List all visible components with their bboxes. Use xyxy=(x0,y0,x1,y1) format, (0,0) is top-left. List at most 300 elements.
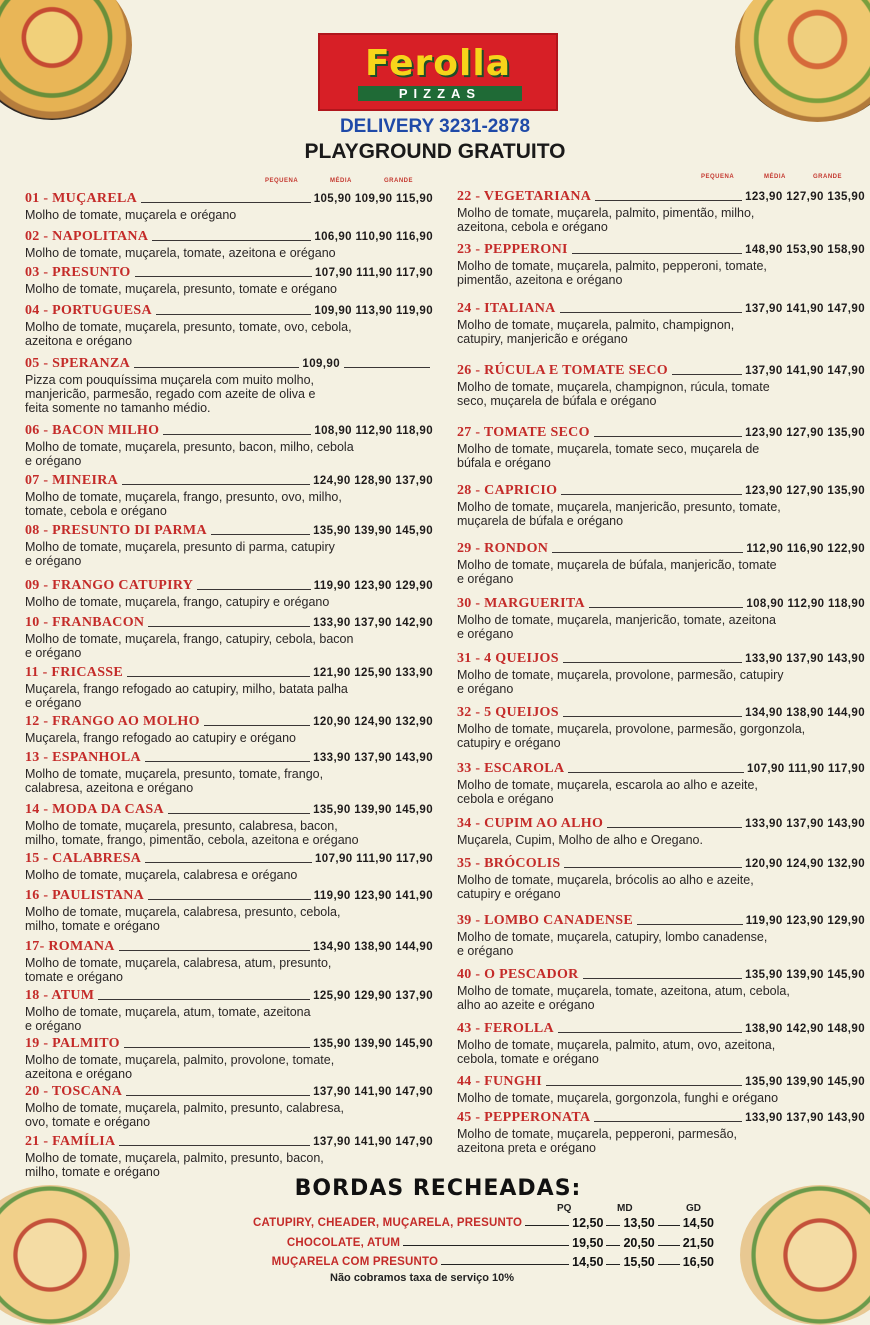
size-header-small-left: PEQUENA xyxy=(265,178,299,184)
borda-row xyxy=(150,1234,720,1250)
menu-item xyxy=(457,482,865,528)
pizza-description xyxy=(457,983,865,1012)
description-line: Molho de tomate, muçarela, tomate, azeitona, atum, cebola, xyxy=(457,984,790,998)
pizza-description xyxy=(25,730,433,745)
size-header-medium-right: MÉDIA xyxy=(764,174,786,180)
logo-sub-text: PIZZAS xyxy=(398,86,482,101)
pizza-prices: 123,90 127,90 135,90 xyxy=(745,191,865,203)
description-line: e orégano xyxy=(25,454,82,468)
pizza-name: 28 - CAPRICIO xyxy=(457,483,558,498)
pizza-photo-bottom-right xyxy=(740,1185,870,1325)
pizza-name: 12 - FRANGO AO MOLHO xyxy=(25,714,200,729)
description-line: catupiry e orégano xyxy=(457,887,561,901)
menu-item xyxy=(457,300,865,346)
menu-item xyxy=(25,614,433,660)
description-line: Molho de tomate, muçarela, frango, catupiry e orégano xyxy=(25,595,330,609)
borda-price-md: 20,50 xyxy=(623,1236,655,1250)
pizza-prices: 133,90 137,90 143,90 xyxy=(745,653,865,665)
description-line: manjericão, parmesão, regado com azeite de oliva e xyxy=(25,387,316,401)
menu-item xyxy=(25,422,433,468)
menu-item xyxy=(457,595,865,641)
menu-item xyxy=(25,228,433,260)
price-leader-line xyxy=(558,1032,742,1033)
price-leader-line xyxy=(145,761,310,762)
description-line: Molho de tomate, muçarela, gorgonzola, funghi e orégano xyxy=(457,1091,779,1105)
description-line: Molho de tomate, muçarela, frango, catupiry, cebola, bacon xyxy=(25,632,354,646)
pizza-description xyxy=(457,258,865,287)
description-line: azeitona e orégano xyxy=(25,1067,133,1081)
borda-name: MUÇARELA COM PRESUNTO xyxy=(271,1256,439,1268)
description-line: Molho de tomate, muçarela, manjericão, tomate, azeitona xyxy=(457,613,776,627)
price-leader-line xyxy=(561,494,742,495)
pizza-prices: 106,90 110,90 116,90 xyxy=(314,231,433,243)
description-line: Molho de tomate, muçarela, provolone, parmesão, gorgonzola, xyxy=(457,722,806,736)
price-leader-line xyxy=(607,827,742,828)
pizza-prices: 137,90 141,90 147,90 xyxy=(745,303,865,315)
menu-item-row xyxy=(25,801,433,818)
description-line: azeitona, cebola e orégano xyxy=(457,220,608,234)
pizza-name: 20 - TOSCANA xyxy=(25,1084,123,1099)
menu-item-row xyxy=(457,188,865,205)
description-line: milho, tomate e orégano xyxy=(25,919,160,933)
pizza-name: 14 - MODA DA CASA xyxy=(25,802,164,817)
pizza-prices: 108,90 112,90 118,90 xyxy=(314,425,433,437)
pizza-prices: 133,90 137,90 143,90 xyxy=(313,752,433,764)
price-leader-line xyxy=(583,978,743,979)
pizza-prices: 137,90 141,90 147,90 xyxy=(313,1086,433,1098)
menu-item xyxy=(457,241,865,287)
price-leader-line xyxy=(145,862,312,863)
menu-item-row xyxy=(25,749,433,766)
pizza-name: 13 - ESPANHOLA xyxy=(25,750,141,765)
price-leader-line xyxy=(595,200,742,201)
menu-item xyxy=(457,540,865,586)
price-leader-line xyxy=(563,716,742,717)
menu-item xyxy=(457,912,865,958)
menu-item xyxy=(457,362,865,408)
description-line: muçarela de búfala e orégano xyxy=(457,514,624,528)
menu-item-row xyxy=(457,241,865,258)
pizza-prices: 133,90 137,90 142,90 xyxy=(313,617,433,629)
menu-item xyxy=(25,749,433,795)
pizza-name: 02 - NAPOLITANA xyxy=(25,229,149,244)
description-line: Molho de tomate, muçarela, tomate, azeitona e orégano xyxy=(25,246,336,260)
service-fee-note: Não cobramos taxa de serviço 10% xyxy=(330,1272,515,1284)
pizza-name: 44 - FUNGHI xyxy=(457,1074,542,1089)
borda-price-gd: 16,50 xyxy=(682,1255,714,1269)
price-leader-line xyxy=(672,374,742,375)
description-line: tomate e orégano xyxy=(25,970,123,984)
pizza-name: 19 - PALMITO xyxy=(25,1036,120,1051)
menu-item-row xyxy=(457,704,865,721)
pizza-description xyxy=(25,319,433,348)
borda-leader-line xyxy=(403,1245,569,1246)
size-header-medium-left: MÉDIA xyxy=(330,178,352,184)
price-leader-line xyxy=(163,434,311,435)
description-line: e orégano xyxy=(25,696,82,710)
description-line: Molho de tomate, muçarela, tomate seco, muçarela de xyxy=(457,442,760,456)
menu-item xyxy=(457,188,865,234)
price-leader-line xyxy=(98,999,310,1000)
description-line: catupiry, manjericão e orégano xyxy=(457,332,628,346)
menu-item-row xyxy=(457,1073,865,1090)
menu-item xyxy=(25,472,433,518)
description-line: milho, tomate, frango, pimentão, cebola, azeitona e orégano xyxy=(25,833,359,847)
borda-row xyxy=(150,1253,720,1269)
price-leader-line xyxy=(589,607,743,608)
menu-item-row xyxy=(457,1020,865,1037)
description-line: Molho de tomate, muçarela de búfala, manjericão, tomate xyxy=(457,558,777,572)
description-line: Molho de tomate, muçarela, presunto, calabresa, bacon, xyxy=(25,819,338,833)
menu-item xyxy=(457,1020,865,1066)
pizza-prices: 124,90 128,90 137,90 xyxy=(313,475,433,487)
menu-item-row xyxy=(25,472,433,489)
borda-price-md: 15,50 xyxy=(623,1255,655,1269)
description-line: Molho de tomate, muçarela, manjericão, presunto, tomate, xyxy=(457,500,781,514)
pizza-description xyxy=(457,721,865,750)
pizza-prices: 107,90 111,90 117,90 xyxy=(314,853,433,865)
description-line: Molho de tomate, muçarela, presunto, bacon, milho, cebola xyxy=(25,440,354,454)
pizza-prices: 105,90 109,90 115,90 xyxy=(313,193,433,205)
size-header-small-right: PEQUENA xyxy=(701,174,735,180)
description-line: e orégano xyxy=(457,627,514,641)
menu-item-row xyxy=(457,482,865,499)
pizza-name: 10 - FRANBACON xyxy=(25,615,145,630)
menu-item xyxy=(457,966,865,1012)
pizza-name: 06 - BACON MILHO xyxy=(25,423,160,438)
menu-item xyxy=(25,355,433,415)
pizza-description xyxy=(457,777,865,806)
pizza-prices: 120,90 124,90 132,90 xyxy=(745,858,865,870)
pizza-name: 31 - 4 QUEIJOS xyxy=(457,651,559,666)
price-leader-line xyxy=(148,899,311,900)
menu-item xyxy=(25,522,433,568)
ferolla-logo xyxy=(318,33,558,111)
pizza-prices: 134,90 138,90 144,90 xyxy=(745,707,865,719)
playground-banner: PLAYGROUND GRATUITO xyxy=(304,140,566,163)
description-line: Molho de tomate, muçarela, presunto, tomate, frango, xyxy=(25,767,324,781)
borda-leader-line xyxy=(606,1264,620,1265)
description-line: e orégano xyxy=(457,682,514,696)
description-line: Molho de tomate, muçarela, presunto di parma, catupiry xyxy=(25,540,335,554)
pizza-name: 33 - ESCAROLA xyxy=(457,761,565,776)
description-line: Muçarela, Cupim, Molho de alho e Oregano. xyxy=(457,833,703,847)
description-line: milho, tomate e orégano xyxy=(25,1165,160,1179)
pizza-name: 27 - TOMATE SECO xyxy=(457,425,590,440)
price-leader-line xyxy=(211,534,310,535)
borda-leader-line xyxy=(658,1264,680,1265)
description-line: seco, muçarela de búfala e orégano xyxy=(457,394,657,408)
borda-price-md: 13,50 xyxy=(623,1216,655,1230)
description-line: pimentão, azeitona e orégano xyxy=(457,273,623,287)
pizza-description xyxy=(457,441,865,470)
pizza-prices: 123,90 127,90 135,90 xyxy=(745,485,865,497)
pizza-description xyxy=(25,818,433,847)
pizza-prices: 109,90 113,90 119,90 xyxy=(314,305,433,317)
pizza-description xyxy=(25,955,433,984)
price-leader-line xyxy=(168,813,310,814)
price-leader-line xyxy=(637,924,743,925)
price-leader-line xyxy=(572,253,742,254)
pizza-photo-top-right xyxy=(735,0,870,122)
pizza-description xyxy=(25,766,433,795)
price-leader-line xyxy=(552,552,743,553)
price-leader-line xyxy=(560,312,743,313)
pizza-photo-bottom-left xyxy=(0,1185,130,1325)
menu-item-row xyxy=(457,595,865,612)
price-leader-line xyxy=(594,1121,742,1122)
pizza-name: 08 - PRESUNTO DI PARMA xyxy=(25,523,207,538)
menu-item-row xyxy=(25,522,433,539)
borda-name: CHOCOLATE, ATUM xyxy=(286,1237,401,1249)
menu-item-row xyxy=(25,422,433,439)
logo-sub-bar xyxy=(358,86,522,101)
description-line: e orégano xyxy=(457,944,514,958)
pizza-prices: 112,90 116,90 122,90 xyxy=(746,543,865,555)
borda-leader-line xyxy=(606,1245,620,1246)
borda-leader-line xyxy=(525,1225,569,1226)
price-leader-line xyxy=(119,950,310,951)
pizza-description xyxy=(457,667,865,696)
pizza-prices: 135,90 139,90 145,90 xyxy=(313,1038,433,1050)
description-line: Molho de tomate, muçarela, presunto, tomate, ovo, cebola, xyxy=(25,320,352,334)
menu-item-row xyxy=(25,264,433,281)
pizza-name: 24 - ITALIANA xyxy=(457,301,556,316)
menu-item-row xyxy=(457,912,865,929)
pizza-prices: 109,90 xyxy=(302,358,340,370)
pizza-name: 40 - O PESCADOR xyxy=(457,967,579,982)
menu-item-row xyxy=(25,302,433,319)
menu-item xyxy=(25,938,433,984)
pizza-prices: 125,90 129,90 137,90 xyxy=(313,990,433,1002)
pizza-name: 39 - LOMBO CANADENSE xyxy=(457,913,633,928)
description-line: Molho de tomate, muçarela, palmito, pimentão, milho, xyxy=(457,206,755,220)
menu-item xyxy=(457,1109,865,1155)
price-leader-line xyxy=(119,1145,310,1146)
menu-item-row xyxy=(457,1109,865,1126)
pizza-name: 16 - PAULISTANA xyxy=(25,888,145,903)
pizza-description xyxy=(457,832,865,847)
pizza-description xyxy=(457,1126,865,1155)
pizza-name: 30 - MARGUERITA xyxy=(457,596,585,611)
pizza-prices: 120,90 124,90 132,90 xyxy=(313,716,433,728)
menu-item-row xyxy=(457,362,865,379)
menu-item-row xyxy=(457,966,865,983)
description-line: Molho de tomate, muçarela, palmito, presunto, calabresa, xyxy=(25,1101,344,1115)
pizza-prices: 121,90 125,90 133,90 xyxy=(313,667,433,679)
description-line: e orégano xyxy=(25,1019,82,1033)
pizza-prices: 148,90 153,90 158,90 xyxy=(745,244,865,256)
pizza-description xyxy=(457,557,865,586)
description-line: calabresa, azeitona e orégano xyxy=(25,781,194,795)
delivery-phone: DELIVERY 3231-2878 xyxy=(339,116,531,137)
pizza-prices: 107,90 111,90 117,90 xyxy=(314,267,433,279)
pizza-prices: 138,90 142,90 148,90 xyxy=(745,1023,865,1035)
price-trailing-line xyxy=(344,367,430,368)
pizza-name: 18 - ATUM xyxy=(25,988,95,1003)
menu-item xyxy=(25,1035,433,1081)
pizza-description xyxy=(457,1090,865,1105)
price-leader-line xyxy=(127,676,310,677)
price-leader-line xyxy=(122,484,310,485)
menu-item-row xyxy=(25,1083,433,1100)
description-line: cebola e orégano xyxy=(457,792,554,806)
pizza-description xyxy=(457,499,865,528)
pizza-name: 22 - VEGETARIANA xyxy=(457,189,592,204)
menu-item-row xyxy=(25,190,433,207)
price-leader-line xyxy=(568,772,744,773)
pizza-name: 03 - PRESUNTO xyxy=(25,265,131,280)
menu-item xyxy=(25,1083,433,1129)
pizza-description xyxy=(25,1004,433,1033)
price-leader-line xyxy=(135,276,312,277)
pizza-name: 29 - RONDON xyxy=(457,541,549,556)
price-leader-line xyxy=(197,589,311,590)
menu-item-row xyxy=(25,887,433,904)
borda-leader-line xyxy=(658,1245,680,1246)
pizza-description xyxy=(457,1037,865,1066)
pizza-description xyxy=(25,372,433,415)
menu-item-row xyxy=(25,1133,433,1150)
size-header-large-right: GRANDE xyxy=(813,174,843,180)
pizza-description xyxy=(25,1052,433,1081)
pizza-description xyxy=(25,1150,433,1179)
description-line: Molho de tomate, muçarela, palmito, provolone, tomate, xyxy=(25,1053,335,1067)
bordas-header-gd: GD xyxy=(686,1203,701,1214)
menu-item-row xyxy=(25,577,433,594)
pizza-prices: 134,90 138,90 144,90 xyxy=(313,941,433,953)
menu-item xyxy=(25,801,433,847)
description-line: Molho de tomate, muçarela, palmito, atum, ovo, azeitona, xyxy=(457,1038,776,1052)
pizza-prices: 108,90 112,90 118,90 xyxy=(746,598,865,610)
borda-leader-line xyxy=(606,1225,620,1226)
pizza-description xyxy=(457,929,865,958)
menu-item xyxy=(457,650,865,696)
description-line: Molho de tomate, muçarela, palmito, pepperoni, tomate, xyxy=(457,259,767,273)
pizza-name: 43 - FEROLLA xyxy=(457,1021,554,1036)
pizza-description xyxy=(25,904,433,933)
price-leader-line xyxy=(134,367,299,368)
price-leader-line xyxy=(563,662,742,663)
pizza-name: 23 - PEPPERONI xyxy=(457,242,568,257)
pizza-name: 01 - MUÇARELA xyxy=(25,191,138,206)
menu-item-row xyxy=(457,815,865,832)
pizza-description xyxy=(457,317,865,346)
pizza-description xyxy=(25,681,433,710)
pizza-name: 09 - FRANGO CATUPIRY xyxy=(25,578,194,593)
pizza-photo-top-left xyxy=(0,0,132,120)
description-line: e orégano xyxy=(25,646,82,660)
bordas-header-md: MD xyxy=(617,1203,633,1214)
description-line: cebola, tomate e orégano xyxy=(457,1052,599,1066)
bordas-title: BORDAS RECHEADAS: xyxy=(294,1176,582,1201)
menu-item-row xyxy=(457,540,865,557)
price-leader-line xyxy=(141,202,311,203)
pizza-name: 35 - BRÓCOLIS xyxy=(457,856,561,871)
menu-item xyxy=(25,264,433,296)
menu-item-row xyxy=(25,1035,433,1052)
description-line: Molho de tomate, muçarela, catupiry, lombo canadense, xyxy=(457,930,768,944)
menu-item-row xyxy=(25,850,433,867)
description-line: Molho de tomate, muçarela, calabresa, presunto, cebola, xyxy=(25,905,341,919)
pizza-name: 32 - 5 QUEIJOS xyxy=(457,705,559,720)
pizza-prices: 135,90 139,90 145,90 xyxy=(313,525,433,537)
pizza-description xyxy=(25,207,433,222)
menu-item-row xyxy=(457,424,865,441)
price-leader-line xyxy=(594,436,742,437)
menu-item xyxy=(25,577,433,609)
menu-item xyxy=(457,704,865,750)
description-line: catupiry e orégano xyxy=(457,736,561,750)
menu-item xyxy=(25,713,433,745)
menu-item xyxy=(457,1073,865,1105)
description-line: e orégano xyxy=(457,572,514,586)
price-leader-line xyxy=(126,1095,310,1096)
pizza-description xyxy=(25,439,433,468)
menu-item-row xyxy=(25,228,433,245)
pizza-prices: 133,90 137,90 143,90 xyxy=(745,1112,865,1124)
pizza-description xyxy=(25,631,433,660)
bordas-header-pq: PQ xyxy=(557,1203,572,1214)
borda-price-pq: 19,50 xyxy=(572,1236,604,1250)
pizza-description xyxy=(25,245,433,260)
pizza-name: 34 - CUPIM AO ALHO xyxy=(457,816,604,831)
pizza-name: 05 - SPERANZA xyxy=(25,356,131,371)
price-leader-line xyxy=(546,1085,742,1086)
menu-item-row xyxy=(25,664,433,681)
borda-price-gd: 14,50 xyxy=(682,1216,714,1230)
description-line: Molho de tomate, muçarela, provolone, parmesão, catupiry xyxy=(457,668,784,682)
menu-item-row xyxy=(25,713,433,730)
description-line: azeitona e orégano xyxy=(25,334,133,348)
description-line: Pizza com pouquíssima muçarela com muito molho, xyxy=(25,373,315,387)
pizza-description xyxy=(457,872,865,901)
pizza-prices: 137,90 141,90 147,90 xyxy=(313,1136,433,1148)
menu-item-row xyxy=(457,300,865,317)
pizza-prices: 135,90 139,90 145,90 xyxy=(313,804,433,816)
pizza-description xyxy=(25,539,433,568)
pizza-prices: 135,90 139,90 145,90 xyxy=(745,1076,865,1088)
price-leader-line xyxy=(148,626,310,627)
description-line: Muçarela, frango refogado ao catupiry, milho, batata palha xyxy=(25,682,348,696)
pizza-description xyxy=(25,594,433,609)
pizza-name: 45 - PEPPERONATA xyxy=(457,1110,591,1125)
pizza-prices: 137,90 141,90 147,90 xyxy=(745,365,865,377)
description-line: Muçarela, frango refogado ao catupiry e orégano xyxy=(25,731,297,745)
menu-item-row xyxy=(25,938,433,955)
menu-item xyxy=(25,664,433,710)
menu-item xyxy=(25,1133,433,1179)
pizza-name: 11 - FRICASSE xyxy=(25,665,124,680)
description-line: azeitona preta e orégano xyxy=(457,1141,596,1155)
pizza-name: 21 - FAMÍLIA xyxy=(25,1134,116,1149)
description-line: tomate, cebola e orégano xyxy=(25,504,167,518)
size-header-large-left: GRANDE xyxy=(384,178,414,184)
price-leader-line xyxy=(152,240,311,241)
pizza-name: 26 - RÚCULA E TOMATE SECO xyxy=(457,363,668,378)
pizza-name: 04 - PORTUGUESA xyxy=(25,303,152,318)
pizza-name: 07 - MINEIRA xyxy=(25,473,119,488)
description-line: Molho de tomate, muçarela, pepperoni, parmesão, xyxy=(457,1127,738,1141)
borda-name: CATUPIRY, CHEADER, MUÇARELA, PRESUNTO xyxy=(253,1217,523,1229)
menu-item-row xyxy=(457,760,865,777)
logo-brand-name: Ferolla xyxy=(364,43,511,84)
description-line: búfala e orégano xyxy=(457,456,551,470)
description-line: e orégano xyxy=(25,554,82,568)
menu-item xyxy=(457,815,865,847)
description-line: Molho de tomate, muçarela e orégano xyxy=(25,208,237,222)
borda-price-pq: 12,50 xyxy=(572,1216,604,1230)
